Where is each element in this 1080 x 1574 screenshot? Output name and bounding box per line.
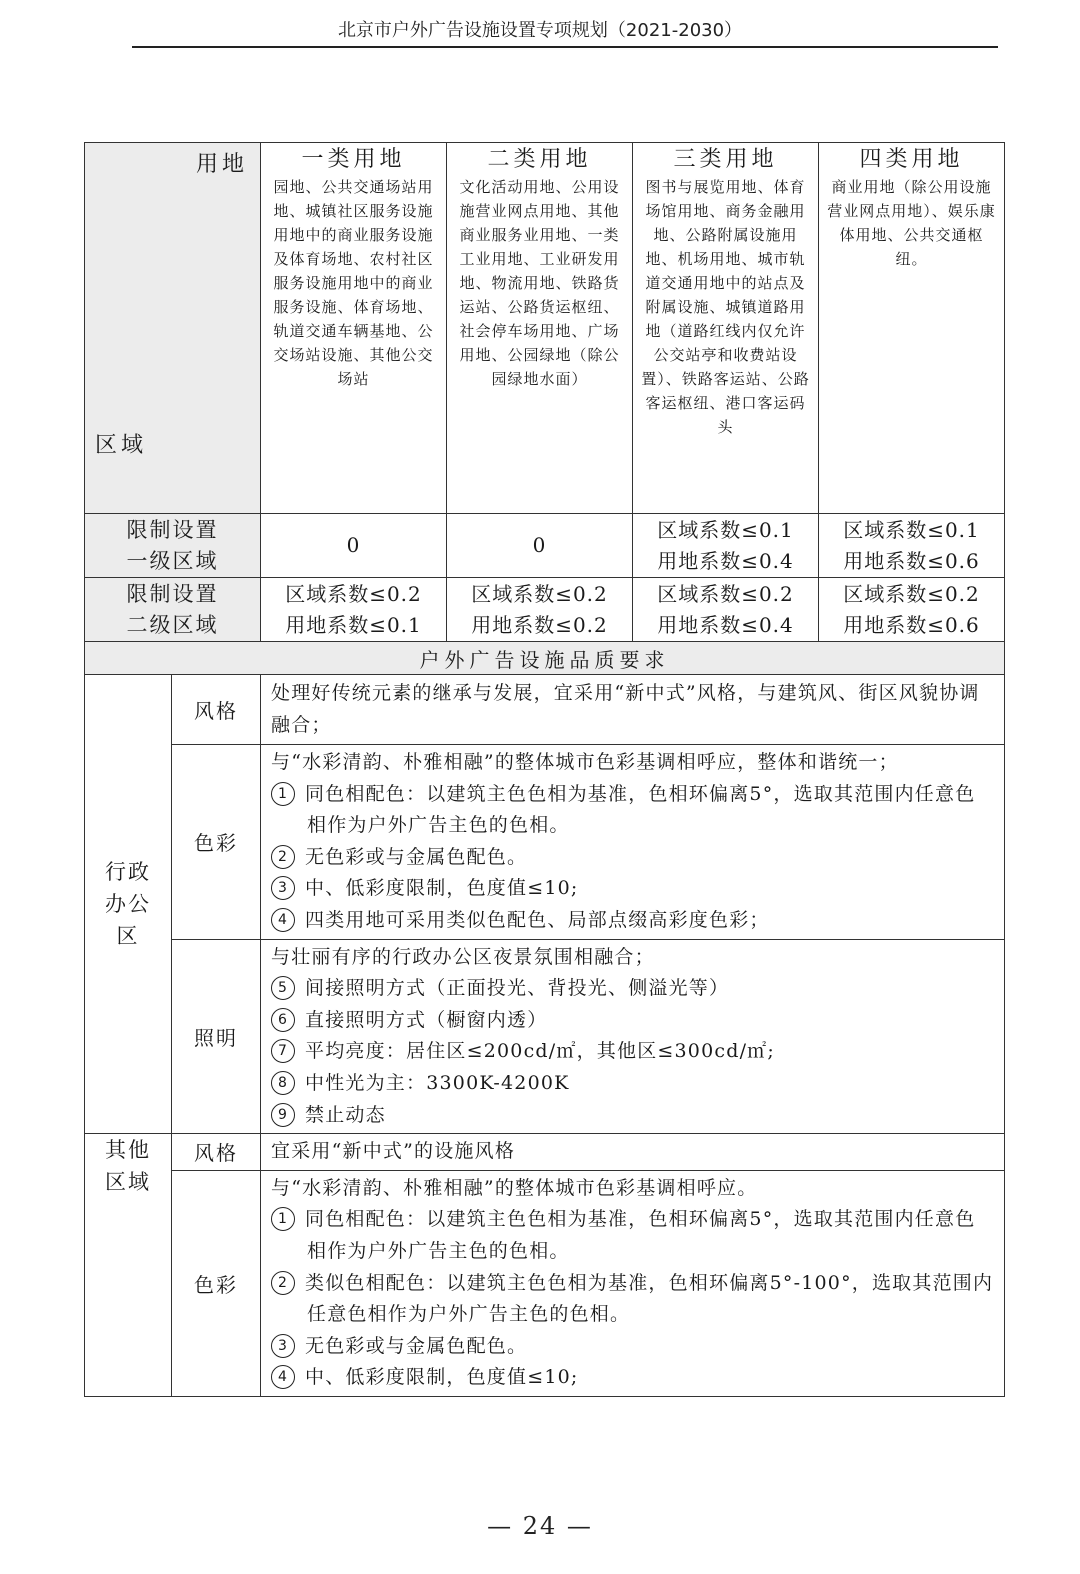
coefficient-line: 0 bbox=[346, 533, 361, 557]
coefficient-cell bbox=[261, 514, 447, 578]
item-text: 类似色相配色：以建筑主色色相为基准，色相环偏离5°-100°，选取其范围内任意色相作为户外广告主色的色相。 bbox=[305, 1271, 994, 1326]
color-intro: 与“水彩清韵、朴雅相融”的整体城市色彩基调相呼应。 bbox=[271, 1176, 758, 1199]
category-1-cell bbox=[261, 143, 447, 514]
list-item bbox=[271, 1068, 994, 1100]
other-style-row bbox=[85, 1134, 1005, 1171]
zone-label-line: 二级区域 bbox=[126, 612, 219, 637]
quality-header-row bbox=[85, 642, 1005, 675]
coefficient-cell bbox=[819, 514, 1005, 578]
list-item bbox=[271, 905, 994, 937]
list-item bbox=[271, 973, 994, 1005]
category-2-title: 二类用地 bbox=[487, 147, 592, 172]
circled-number: 5 bbox=[271, 976, 295, 1000]
area-label-line: 其他 bbox=[105, 1138, 151, 1163]
color-content bbox=[261, 1170, 1005, 1396]
list-item bbox=[271, 1036, 994, 1068]
item-text: 同色相配色：以建筑主色色相为基准，色相环偏离5°，选取其范围内任意色相作为户外广告主色的色相。 bbox=[305, 1208, 976, 1262]
lighting-content bbox=[261, 939, 1005, 1134]
circled-number: 1 bbox=[271, 782, 295, 806]
document-header-title: 北京市户外广告设施设置专项规划（2021-2030） bbox=[337, 20, 743, 41]
aspect-label-color: 色彩 bbox=[172, 745, 261, 940]
style-content bbox=[261, 1134, 1005, 1171]
zone-row-level-1 bbox=[85, 514, 1005, 578]
circled-number: 7 bbox=[271, 1039, 295, 1063]
item-text: 无色彩或与金属色配色。 bbox=[305, 1334, 528, 1357]
corner-zone-label: 区域 bbox=[95, 433, 148, 458]
list-item bbox=[271, 1331, 994, 1363]
color-content bbox=[261, 745, 1005, 940]
admin-style-row bbox=[85, 675, 1005, 745]
category-4-cell bbox=[819, 143, 1005, 514]
coefficient-line: 0 bbox=[532, 533, 547, 557]
corner-landuse-label: 用地 bbox=[195, 152, 248, 177]
category-header-row bbox=[85, 143, 1005, 514]
style-text: 宜采用“新中式”的设施风格 bbox=[271, 1140, 516, 1163]
coefficient-line: 区域系数≤0.2 bbox=[843, 581, 980, 606]
list-item bbox=[271, 1005, 994, 1037]
area-label-line: 行政 bbox=[105, 860, 151, 885]
coefficient-line: 区域系数≤0.2 bbox=[657, 581, 794, 606]
zone-label-cell bbox=[85, 578, 261, 642]
list-item bbox=[271, 1204, 994, 1267]
item-text: 直接照明方式（橱窗内透） bbox=[305, 1008, 548, 1031]
area-label-line: 区域 bbox=[105, 1170, 151, 1195]
coefficient-cell bbox=[261, 578, 447, 642]
coefficient-line: 区域系数≤0.2 bbox=[285, 581, 422, 606]
list-item bbox=[271, 1268, 994, 1331]
item-text: 中、低彩度限制，色度值≤10; bbox=[305, 1366, 579, 1389]
corner-cell bbox=[85, 143, 261, 514]
list-item bbox=[271, 842, 994, 874]
quality-requirements-header: 户外广告设施品质要求 bbox=[85, 642, 1005, 675]
lighting-intro: 与壮丽有序的行政办公区夜景氛围相融合； bbox=[271, 945, 655, 968]
category-4-desc: 商业用地（除公用设施营业网点用地）、娱乐康体用地、公共交通枢纽。 bbox=[827, 178, 996, 268]
coefficient-line: 用地系数≤0.2 bbox=[471, 612, 608, 637]
circled-number: 6 bbox=[271, 1008, 295, 1032]
area-label-admin bbox=[85, 675, 172, 1134]
color-intro: 与“水彩清韵、朴雅相融”的整体城市色彩基调相呼应，整体和谐统一； bbox=[271, 751, 899, 773]
item-text: 无色彩或与金属色配色。 bbox=[305, 845, 528, 868]
circled-number: 2 bbox=[271, 1271, 295, 1295]
coefficient-line: 用地系数≤0.6 bbox=[843, 548, 980, 573]
regulation-table bbox=[84, 142, 1005, 1397]
coefficient-line: 区域系数≤0.1 bbox=[657, 517, 794, 542]
category-1-title: 一类用地 bbox=[301, 147, 406, 172]
category-3-cell bbox=[633, 143, 819, 514]
circled-number: 4 bbox=[271, 908, 295, 932]
coefficient-cell bbox=[447, 578, 633, 642]
list-item bbox=[271, 1100, 994, 1132]
zone-label-line: 一级区域 bbox=[126, 548, 219, 573]
category-2-cell bbox=[447, 143, 633, 514]
style-content bbox=[261, 675, 1005, 745]
list-item bbox=[271, 779, 994, 842]
circled-number: 3 bbox=[271, 1334, 295, 1358]
aspect-label-lighting: 照明 bbox=[172, 939, 261, 1134]
list-item bbox=[271, 873, 994, 905]
coefficient-cell bbox=[633, 514, 819, 578]
zone-label-line: 限制设置 bbox=[126, 581, 219, 606]
circled-number: 8 bbox=[271, 1071, 295, 1095]
area-label-line: 区 bbox=[116, 924, 140, 949]
item-text: 同色相配色：以建筑主色色相为基准，色相环偏离5°，选取其范围内任意色相作为户外广告主色的色相。 bbox=[305, 782, 976, 837]
category-2-desc: 文化活动用地、公用设施营业网点用地、其他商业服务业用地、一类工业用地、工业研发用地、物流用地、铁路货运站、公路货运枢纽、社会停车场用地、广场用地、公园绿地（除公园绿地水面） bbox=[459, 178, 620, 388]
circled-number: 2 bbox=[271, 845, 295, 869]
header-rule bbox=[132, 46, 998, 48]
zone-label-line: 限制设置 bbox=[126, 517, 219, 542]
other-color-row bbox=[85, 1170, 1005, 1396]
coefficient-cell bbox=[633, 578, 819, 642]
coefficient-line: 用地系数≤0.4 bbox=[657, 548, 794, 573]
aspect-label-style: 风格 bbox=[172, 675, 261, 745]
circled-number: 9 bbox=[271, 1103, 295, 1127]
aspect-label-style: 风格 bbox=[172, 1134, 261, 1171]
item-text: 四类用地可采用类似色配色、局部点缀高彩度色彩； bbox=[305, 908, 770, 931]
item-text: 间接照明方式（正面投光、背投光、侧溢光等） bbox=[305, 977, 730, 1000]
coefficient-cell bbox=[447, 514, 633, 578]
coefficient-line: 用地系数≤0.6 bbox=[843, 612, 980, 637]
coefficient-line: 用地系数≤0.1 bbox=[285, 612, 422, 637]
zone-label-cell bbox=[85, 514, 261, 578]
area-label-other bbox=[85, 1134, 172, 1397]
circled-number: 3 bbox=[271, 876, 295, 900]
item-text: 中、低彩度限制，色度值≤10; bbox=[305, 877, 579, 900]
admin-lighting-row bbox=[85, 939, 1005, 1134]
category-3-desc: 图书与展览用地、体育场馆用地、商务金融用地、公路附属设施用地、机场用地、城市轨道交通用地中的站点及附属设施、城镇道路用地（道路红线内仅允许公交站亭和收费站设置）、铁路客运站、公路客运枢纽、港口客运码头 bbox=[641, 178, 810, 436]
category-4-title: 四类用地 bbox=[859, 147, 964, 172]
item-text: 禁止动态 bbox=[305, 1103, 386, 1126]
coefficient-line: 用地系数≤0.4 bbox=[657, 612, 794, 637]
coefficient-line: 区域系数≤0.1 bbox=[843, 517, 980, 542]
page-number: — 24 — bbox=[487, 1512, 593, 1540]
admin-color-row bbox=[85, 745, 1005, 940]
area-label-line: 办公 bbox=[105, 892, 151, 917]
circled-number: 4 bbox=[271, 1365, 295, 1389]
list-item bbox=[271, 1362, 994, 1394]
item-text: 中性光为主：3300K-4200K bbox=[305, 1071, 570, 1094]
zone-row-level-2 bbox=[85, 578, 1005, 642]
style-text: 处理好传统元素的继承与发展，宜采用“新中式”风格，与建筑风、街区风貌协调融合； bbox=[271, 681, 980, 736]
item-text: 平均亮度：居住区≤200cd/㎡，其他区≤300cd/㎡; bbox=[305, 1040, 775, 1063]
category-3-title: 三类用地 bbox=[673, 147, 778, 172]
circled-number: 1 bbox=[271, 1207, 295, 1231]
coefficient-line: 区域系数≤0.2 bbox=[471, 581, 608, 606]
category-1-desc: 园地、公共交通场站用地、城镇社区服务设施用地中的商业服务设施及体育场地、农村社区服务设施用地中的商业服务设施、体育场地、轨道交通车辆基地、公交场站设施、其他公交场站 bbox=[273, 178, 434, 388]
aspect-label-color: 色彩 bbox=[172, 1170, 261, 1396]
coefficient-cell bbox=[819, 578, 1005, 642]
